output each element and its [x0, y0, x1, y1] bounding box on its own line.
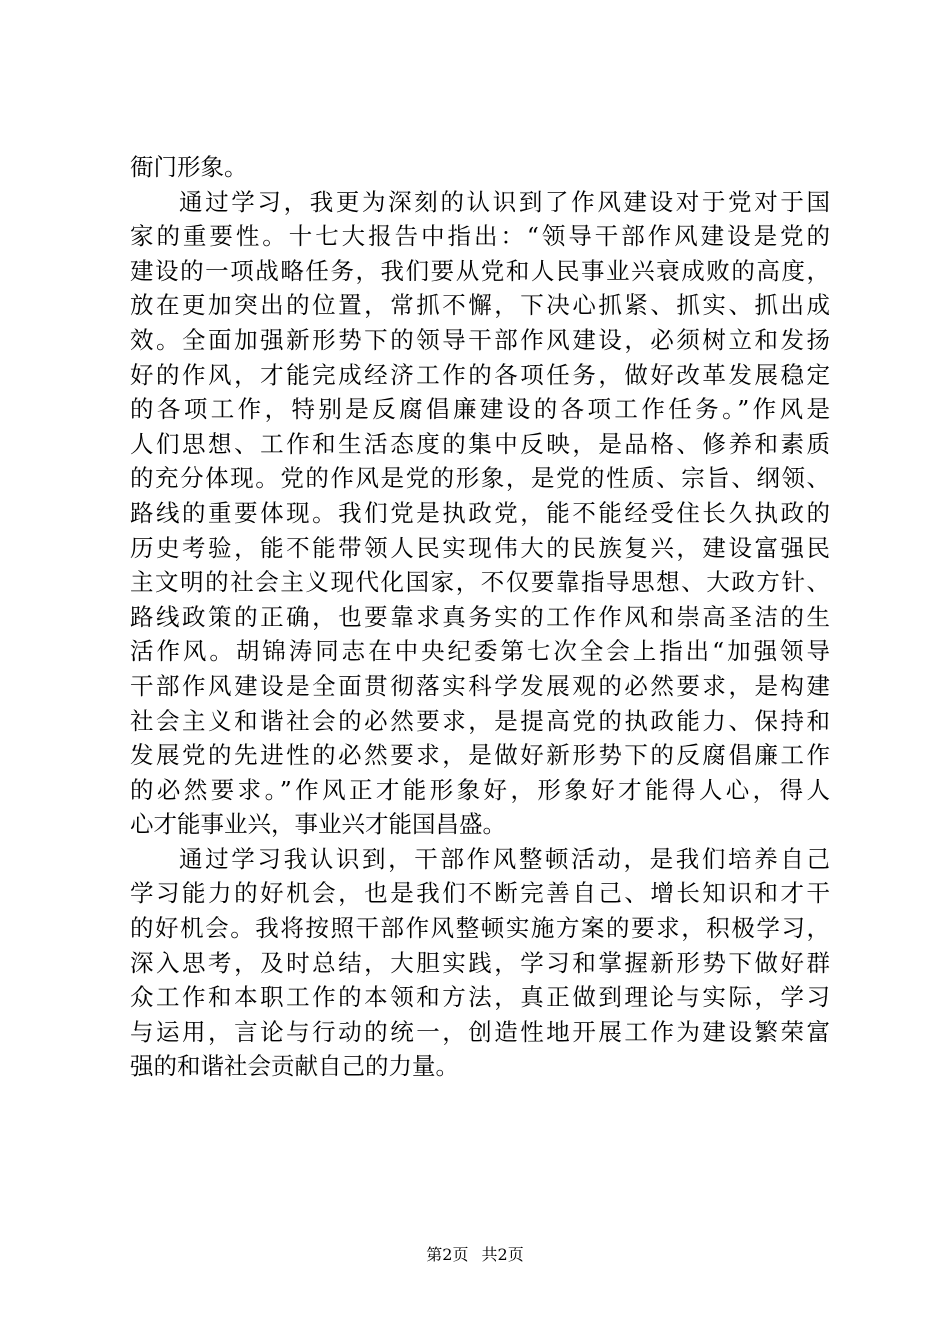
text-line: 的好机会。我将按照干部作风整顿实施方案的要求，积极学习，: [130, 914, 830, 943]
text-line: 学习能力的好机会，也是我们不断完善自己、增长知识和才干: [130, 879, 830, 908]
current-page-number: 第2页: [426, 1245, 469, 1264]
text-line: 的必然要求。”作风正才能形象好，形象好才能得人心，得人: [130, 775, 830, 804]
paragraph: [130, 150, 830, 185]
text-line: 路线政策的正确，也要靠求真务实的工作作风和崇高圣洁的生: [130, 602, 830, 631]
text-line: 的充分体现。党的作风是党的形象，是党的性质、宗旨、纲领、: [130, 464, 830, 493]
text-line: 通过学习，我更为深刻的认识到了作风建设对于党对于国: [179, 187, 830, 216]
text-line: 强的和谐社会贡献自己的力量。: [130, 1052, 459, 1081]
text-line: 的各项工作，特别是反腐倡廉建设的各项工作任务。”作风是: [130, 395, 830, 424]
text-line: 家的重要性。十七大报告中指出：“领导干部作风建设是党的: [130, 222, 830, 251]
text-line: 活作风。胡锦涛同志在中央纪委第七次全会上指出“加强领导: [130, 637, 830, 666]
text-line: 衙门形象。: [130, 153, 248, 181]
paragraph: [130, 842, 830, 1084]
text-line: 主文明的社会主义现代化国家，不仅要靠指导思想、大政方针、: [130, 568, 830, 597]
text-line: 通过学习我认识到，干部作风整顿活动，是我们培养自己: [179, 844, 830, 873]
text-line: 与运用，言论与行动的统一，创造性地开展工作为建设繁荣富: [130, 1017, 830, 1046]
text-line: 深入思考，及时总结，大胆实践，学习和掌握新形势下做好群: [130, 948, 830, 977]
text-line: 发展党的先进性的必然要求，是做好新形势下的反腐倡廉工作: [130, 741, 830, 770]
text-line: 众工作和本职工作的本领和方法，真正做到理论与实际，学习: [130, 983, 830, 1012]
text-line: 建设的一项战略任务，我们要从党和人民事业兴衰成败的高度，: [130, 256, 830, 285]
text-line: 心才能事业兴，事业兴才能国昌盛。: [130, 810, 506, 839]
text-line: 社会主义和谐社会的必然要求，是提高党的执政能力、保持和: [130, 706, 830, 735]
text-line: 放在更加突出的位置，常抓不懈，下决心抓紧、抓实、抓出成: [130, 291, 830, 320]
paragraph: [130, 185, 830, 842]
text-line: 历史考验，能不能带领人民实现伟大的民族复兴，建设富强民: [130, 533, 830, 562]
total-page-count: 共2页: [481, 1245, 524, 1264]
text-line: 效。全面加强新形势下的领导干部作风建设，必须树立和发扬: [130, 325, 830, 354]
text-line: 路线的重要体现。我们党是执政党，能不能经受住长久执政的: [130, 498, 830, 527]
page-footer: [0, 1244, 950, 1266]
text-line: 人们思想、工作和生活态度的集中反映，是品格、修养和素质: [130, 429, 830, 458]
text-line: 好的作风，才能完成经济工作的各项任务，做好改革发展稳定: [130, 360, 830, 389]
text-line: 干部作风建设是全面贯彻落实科学发展观的必然要求，是构建: [130, 671, 830, 700]
document-body: [130, 150, 830, 1084]
